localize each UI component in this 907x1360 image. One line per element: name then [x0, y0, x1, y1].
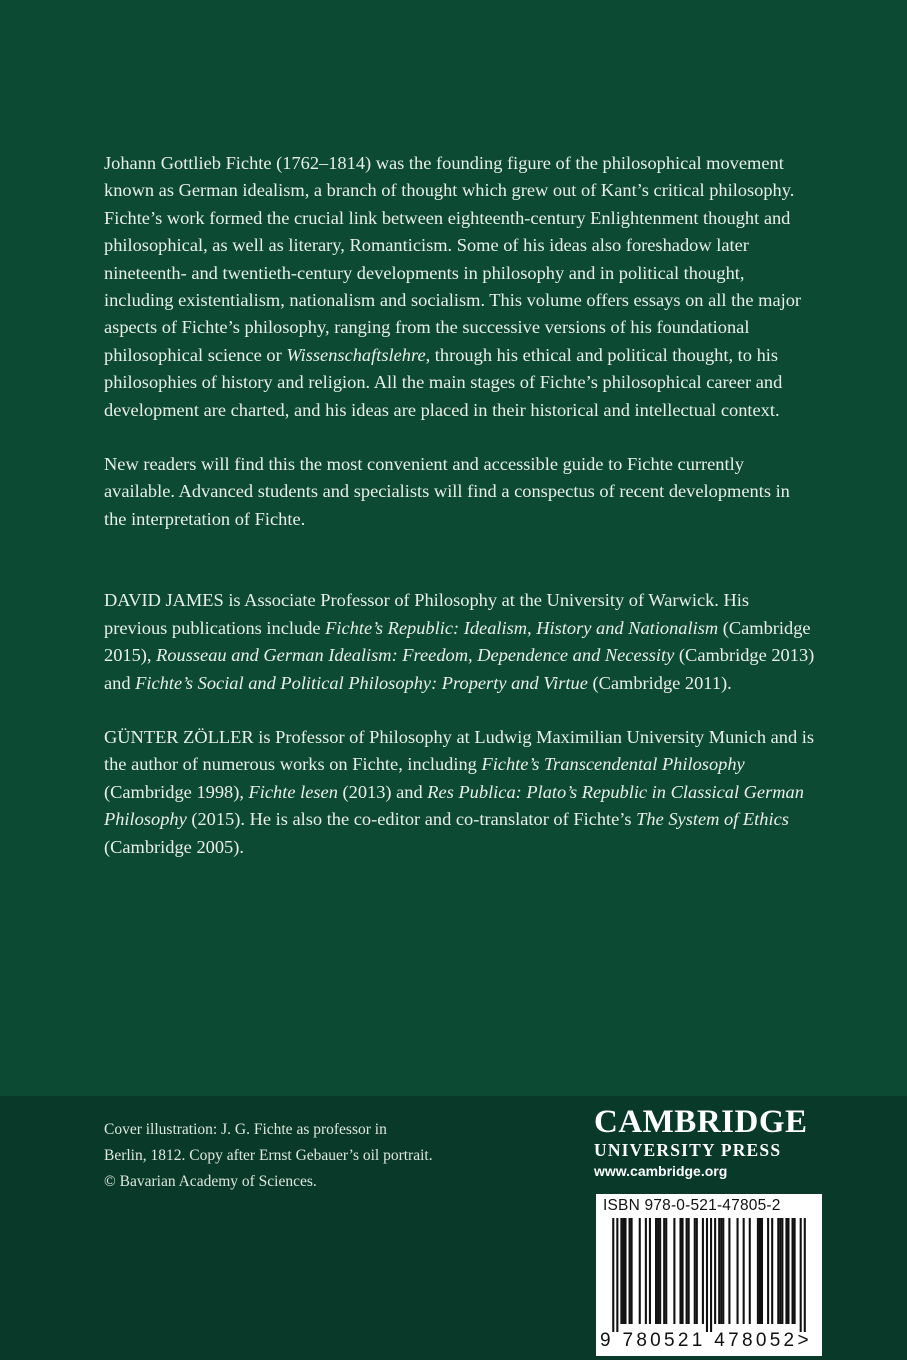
barcode-bar: [749, 1218, 751, 1324]
blurb-paragraph-2: [104, 451, 816, 533]
barcode-bar: [686, 1218, 688, 1324]
text-run: (Cambridge 1998),: [104, 781, 249, 802]
book-title: Rousseau and German Idealism: Freedom, Dependence and Necessity: [156, 645, 675, 666]
book-title: Res Publica: Plato’s Republic in Classical German Philosophy: [104, 781, 804, 830]
barcode-bar: [620, 1218, 622, 1324]
barcode-bar: [645, 1218, 647, 1324]
barcode-bar: [702, 1218, 704, 1324]
isbn-label: ISBN 978-0-521-47805-2: [603, 1197, 781, 1214]
barcode-bar: [657, 1218, 659, 1324]
barcode-bar: [792, 1218, 794, 1324]
barcode-bar: [688, 1218, 690, 1324]
text-run: (Cambridge 2011).: [587, 672, 732, 693]
barcode-arrow: >: [797, 1330, 812, 1351]
barcode-bar: [682, 1218, 684, 1324]
text-run: (2015). He is also the co-editor and co-translator of Fichte’s: [186, 809, 637, 830]
barcode-bar: [616, 1218, 618, 1332]
publisher-logo: [594, 1104, 824, 1182]
barcode-bar: [622, 1218, 624, 1324]
barcode-bar: [655, 1218, 657, 1324]
barcode-bar: [624, 1218, 626, 1324]
barcode-bar: [777, 1218, 779, 1324]
barcode-bar: [767, 1218, 769, 1324]
book-title: Fichte’s Social and Political Philosophy: Property and Virtue: [135, 672, 588, 693]
blurb-paragraph-1: [104, 150, 816, 424]
barcode-bar: [696, 1218, 698, 1324]
book-title: Fichte lesen: [248, 781, 338, 802]
book-title: Wissenschaftslehre: [286, 344, 426, 365]
isbn-barcode: [596, 1194, 822, 1356]
barcode-bar: [722, 1218, 724, 1324]
footer-band: [0, 1096, 907, 1360]
barcode-bar: [679, 1218, 681, 1324]
text-run: DAVID JAMES is Associate Professor of Philosophy at the University of Warwick. His previous publications include: [104, 590, 750, 638]
barcode-bar: [759, 1218, 761, 1324]
barcode-bar: [673, 1218, 675, 1324]
text-run: (Cambridge 2013) and: [104, 645, 815, 693]
barcode-bar: [665, 1218, 667, 1324]
barcode-bar: [612, 1218, 614, 1332]
barcode-bars: [600, 1218, 818, 1332]
barcode-bar: [706, 1218, 708, 1332]
barcode-bar: [757, 1218, 759, 1324]
barcode-bar: [804, 1218, 806, 1332]
cover-illustration-credit: [104, 1117, 474, 1195]
barcode-bar: [720, 1218, 722, 1324]
credit-line: Berlin, 1812. Copy after Ernst Gebauer’s oil portrait.: [104, 1147, 433, 1164]
book-title: Fichte’s Republic: Idealism, History and Nationalism: [325, 617, 719, 638]
barcode-bar: [800, 1218, 802, 1332]
barcode-bar: [779, 1218, 781, 1324]
text-run: Johann Gottlieb Fichte (1762–1814) was the founding figure of the philosophical movement known as German idealism, a branch of thought which grew out of Kant’s critical philosophy. Fichte’s work formed the crucial link between eighteenth-century Enlightenment thought and philosophical, as well as literary, Romanticism. Some of his ideas also foreshadow later nineteenth- and twentieth-century developments in philosophy and in political thought, including existentialism, nationalism and socialism. This volume offers essays on all the major aspects of Fichte’s philosophy, ranging from the successive versions of his foundational philosophical science or: [104, 153, 802, 365]
barcode-bar: [781, 1218, 783, 1324]
editor-bio-james: [104, 587, 816, 697]
text-run: (Cambridge 2015),: [104, 617, 811, 666]
text-run: (Cambridge 2005).: [104, 836, 244, 857]
barcode-bar: [737, 1218, 739, 1324]
barcode-bar: [629, 1218, 631, 1324]
barcode-bar: [787, 1218, 789, 1324]
barcode-bar: [649, 1218, 651, 1324]
barcode-bar: [631, 1218, 633, 1324]
barcode-bar: [794, 1218, 796, 1324]
publisher-name: CAMBRIDGE: [594, 1104, 808, 1140]
credit-line: Cover illustration: J. G. Fichte as professor in: [104, 1121, 387, 1138]
text-run: (2013) and: [337, 781, 428, 802]
barcode-bar: [639, 1218, 641, 1324]
barcode-digits: [600, 1330, 818, 1352]
publisher-url: www.cambridge.org: [594, 1163, 728, 1179]
text-run: GÜNTER ZÖLLER is Professor of Philosophy at Ludwig Maximilian University Munich and is the author of numerous works on Fichte, including: [104, 726, 815, 775]
barcode-bar: [761, 1218, 763, 1324]
barcode-bar: [659, 1218, 661, 1324]
credit-line: © Bavarian Academy of Sciences.: [104, 1173, 317, 1190]
book-title: The System of Ethics: [636, 809, 789, 830]
editor-bio-zoller: [104, 724, 816, 861]
barcode-bar: [710, 1218, 712, 1332]
barcode-bar: [718, 1218, 720, 1324]
barcode-bar: [728, 1218, 730, 1324]
cover-text: [104, 150, 816, 861]
publisher-subtitle: UNIVERSITY PRESS: [594, 1140, 782, 1160]
text-run: , through his ethical and political thought, to his philosophies of history and religion. All the main stages of Fichte’s philosophical career and development are charted, and his ideas are placed in their historical and intellectual context.: [104, 344, 783, 420]
barcode-bar: [694, 1218, 696, 1324]
barcode-bar: [743, 1218, 745, 1324]
barcode-bar: [663, 1218, 665, 1324]
text-run: New readers will find this the most convenient and accessible guide to Fichte currently available. Advanced students and specialists will find a conspectus of recent developments in the interpretation of Fichte.: [104, 454, 790, 529]
barcode-bar: [714, 1218, 716, 1324]
book-title: Fichte’s Transcendental Philosophy: [481, 754, 745, 775]
barcode-number: 9 780521 478052: [600, 1330, 798, 1351]
barcode-bar: [785, 1218, 787, 1324]
barcode-bar: [771, 1218, 773, 1324]
